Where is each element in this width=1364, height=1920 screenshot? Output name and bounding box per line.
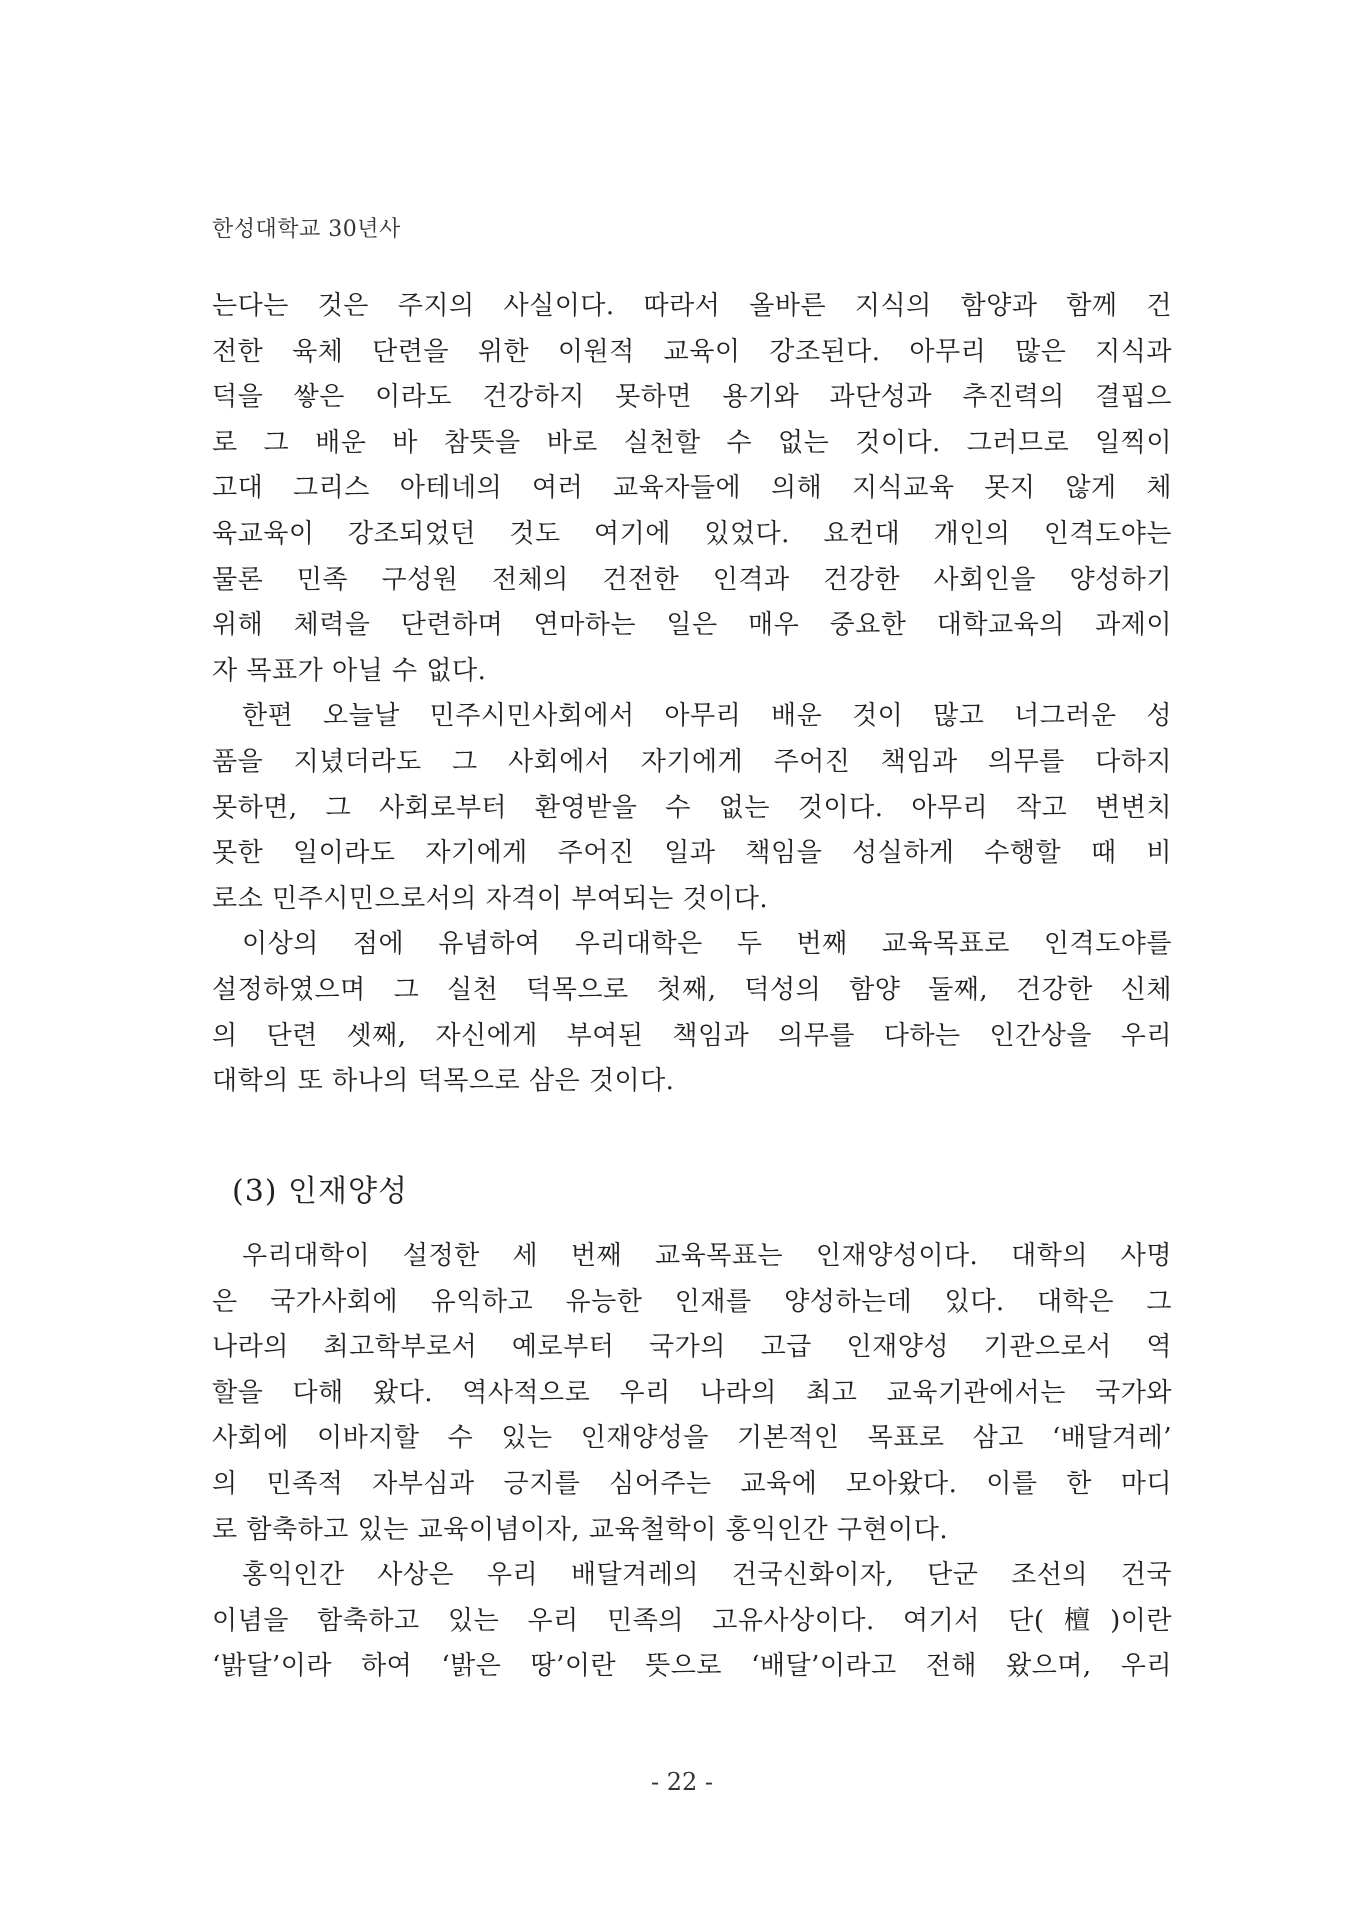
- text-line: 이념을 함축하고 있는 우리 민족의 고유사상이다. 여기서 단(檀)이란: [212, 1605, 1172, 1636]
- text-line: 품을 지녔더라도 그 사회에서 자기에게 주어진 책임과 의무를 다하지: [212, 746, 1172, 777]
- text-line: 사회에 이바지할 수 있는 인재양성을 기본적인 목표로 삼고 ‘배달겨레’: [212, 1423, 1172, 1454]
- running-header: 한성대학교 30년사: [212, 217, 401, 242]
- text-line: 덕을 쌓은 이라도 건강하지 못하면 용기와 과단성과 추진력의 결핍으: [212, 382, 1172, 413]
- text-line: 나라의 최고학부로서 예로부터 국가의 고급 인재양성 기관으로서 역: [212, 1332, 1172, 1363]
- text-line: 는다는 것은 주지의 사실이다. 따라서 올바른 지식의 함양과 함께 건: [212, 291, 1172, 321]
- text-line: 설정하였으며 그 실천 덕목으로 첫째, 덕성의 함양 둘째, 건강한 신체: [212, 974, 1172, 1005]
- text-line: 대학의 또 하나의 덕목으로 삼은 것이다.: [212, 1066, 675, 1097]
- body-text-block-2: [212, 1234, 1172, 1690]
- text-line: 로 그 배운 바 참뜻을 바로 실천할 수 없는 것이다. 그러므로 일찍이: [212, 427, 1172, 458]
- text-line: 의 단련 셋째, 자신에게 부여된 책임과 의무를 다하는 인간상을 우리: [212, 1020, 1172, 1051]
- text-line: 자 목표가 아닐 수 없다.: [212, 655, 487, 686]
- text-line: 의 민족적 자부심과 긍지를 심어주는 교육에 모아왔다. 이를 한 마디: [212, 1468, 1172, 1499]
- text-line: 은 국가사회에 유익하고 유능한 인재를 양성하는데 있다. 대학은 그: [212, 1286, 1172, 1317]
- body-text-block-1: [212, 284, 1172, 1105]
- section-heading: (3) 인재양성: [232, 1174, 408, 1209]
- text-line: 육교육이 강조되었던 것도 여기에 있었다. 요컨대 개인의 인격도야는: [212, 518, 1172, 549]
- text-line: 할을 다해 왔다. 역사적으로 우리 나라의 최고 교육기관에서는 국가와: [212, 1377, 1172, 1408]
- text-line: ‘밝달’이라 하여 ‘밝은 땅’이란 뜻으로 ‘배달’이라고 전해 왔으며, 우리: [212, 1651, 1172, 1682]
- text-line: 물론 민족 구성원 전체의 건전한 인격과 건강한 사회인을 양성하기: [212, 564, 1172, 595]
- text-line: 고대 그리스 아테네의 여러 교육자들에 의해 지식교육 못지 않게 체: [212, 473, 1172, 504]
- text-line: 로 함축하고 있는 교육이념이자, 교육철학이 홍익인간 구현이다.: [212, 1514, 949, 1545]
- text-line: 이상의 점에 유념하여 우리대학은 두 번째 교육목표로 인격도야를: [242, 929, 1172, 960]
- text-line: 전한 육체 단련을 위한 이원적 교육이 강조된다. 아무리 많은 지식과: [212, 336, 1172, 367]
- page-number: - 22 -: [650, 1768, 713, 1796]
- text-line: 못하면, 그 사회로부터 환영받을 수 없는 것이다. 아무리 작고 변변치: [212, 792, 1172, 823]
- text-line: 못한 일이라도 자기에게 주어진 일과 책임을 성실하게 수행할 때 비: [212, 838, 1172, 869]
- text-line: 한편 오늘날 민주시민사회에서 아무리 배운 것이 많고 너그러운 성: [242, 701, 1172, 732]
- text-line: 위해 체력을 단련하며 연마하는 일은 매우 중요한 대학교육의 과제이: [212, 610, 1172, 641]
- text-line: 홍익인간 사상은 우리 배달겨레의 건국신화이자, 단군 조선의 건국: [242, 1560, 1172, 1591]
- text-line: 로소 민주시민으로서의 자격이 부여되는 것이다.: [212, 883, 769, 914]
- text-line: 우리대학이 설정한 세 번째 교육목표는 인재양성이다. 대학의 사명: [242, 1241, 1172, 1271]
